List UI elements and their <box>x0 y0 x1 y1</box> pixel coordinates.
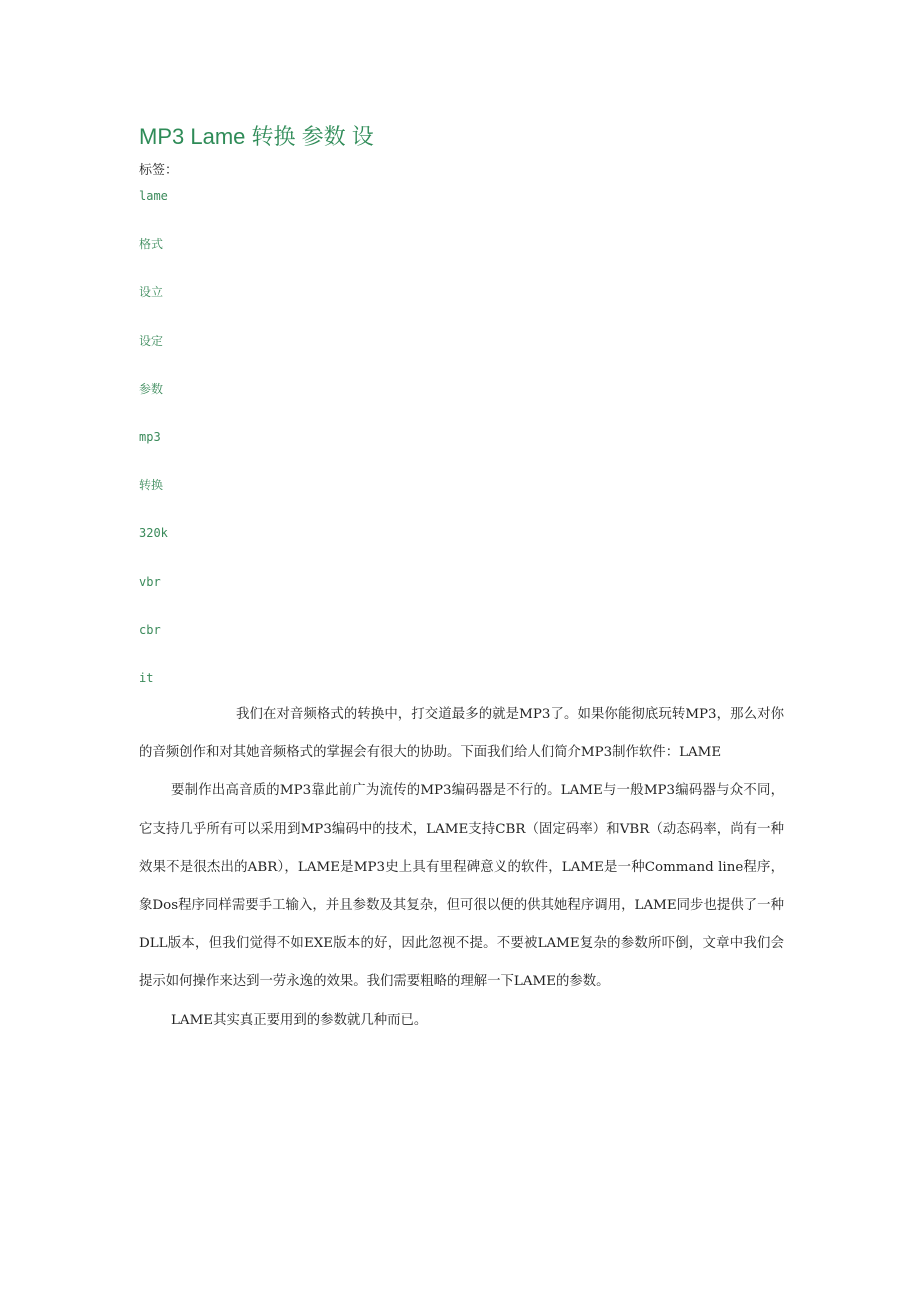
paragraph-lame-overview: 要制作出高音质的MP3靠此前广为流传的MP3编码器是不行的。LAME与一般MP3编码器与众不同，它支持几乎所有可以采用到MP3编码中的技术，LAME支持CBR（固定码率）和VBR（动态码率，尚有一种效果不是很杰出的ABR），LAME是MP3史上具有里程碑意义的软件，LAME是一种Command line程序，象Dos程序同样需要手工输入，并且参数及其复杂，但可很以便的供其她程序调用，LAME同步也提供了一种DLL版本，但我们觉得不如EXE版本的好，因此忽视不提。不要被LAME复杂的参数所吓倒，文章中我们会提示如何操作来达到一劳永逸的效果。我们需要粗略的理解一下LAME的参数。 <box>139 783 784 990</box>
tag-link[interactable]: vbr <box>139 574 161 589</box>
tag-link[interactable]: 转换 <box>139 478 164 493</box>
tag-link[interactable]: 参数 <box>139 381 164 396</box>
paragraph-lame-params: LAME其实真正要用到的参数就几种而已。 <box>171 1012 428 1028</box>
tag-link[interactable]: 格式 <box>139 237 164 252</box>
tag-list <box>139 186 168 716</box>
tag-link[interactable]: 设定 <box>139 333 164 348</box>
tag-link[interactable]: mp3 <box>139 429 161 444</box>
tag-link[interactable]: it <box>139 670 154 685</box>
tags-label: 标签： <box>139 163 179 178</box>
tag-link[interactable]: 设立 <box>139 285 164 300</box>
article-body <box>139 696 784 1040</box>
tag-link[interactable]: cbr <box>139 622 161 637</box>
tag-link[interactable]: lame <box>139 189 168 203</box>
page-title: MP3 Lame 转换 参数 设 <box>139 124 374 149</box>
paragraph-intro: 我们在对音频格式的转换中，打交道最多的就是MP3了。如果你能彻底玩转MP3，那么对你的音频创作和对其她音频格式的掌握会有很大的协助。下面我们给人们简介MP3制作软件：LAME <box>139 707 784 761</box>
tag-link[interactable]: 320k <box>139 526 168 541</box>
